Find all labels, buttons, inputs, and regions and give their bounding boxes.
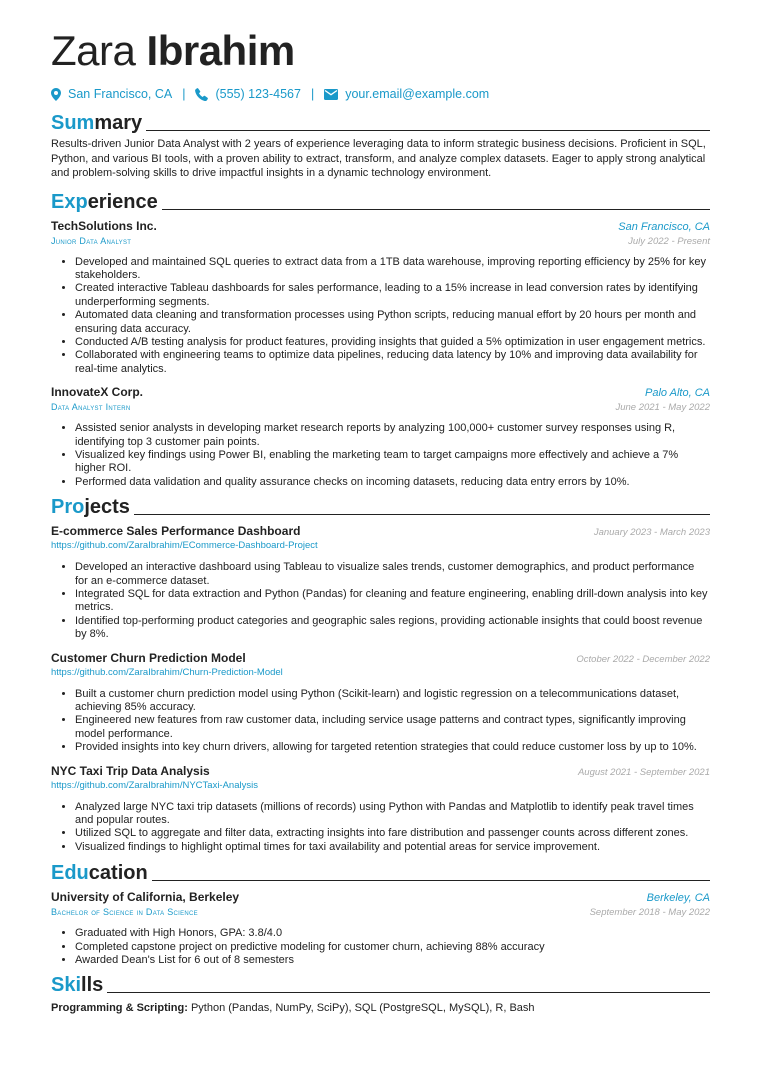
job-dates: July 2022 - Present [628, 235, 710, 247]
phone-text: (555) 123-4567 [215, 87, 301, 101]
school-name: University of California, Berkeley [51, 890, 240, 905]
list-item: • Built a customer churn prediction model using Python (Scikit-learn) and logistic regression on a telecommunications dataset, achieving 85% accuracy. [75, 688, 710, 715]
list-item: • Completed capstone project on predictive modeling for customer churn, achieving 88% accuracy [75, 941, 710, 954]
list-item: • Developed an interactive dashboard using Tableau to visualize sales trends, customer demographics, and product performance for an e-commerce dataset. [75, 561, 710, 588]
project-link[interactable]: https://github.com/ZaraIbrahim/NYCTaxi-Analysis [51, 779, 258, 791]
company-name: InnovateX Corp. [51, 385, 144, 400]
contact-email[interactable] [324, 87, 489, 101]
projects-heading [51, 494, 710, 518]
experience-entry [51, 384, 710, 489]
list-item: • Assisted senior analysts in developing market research reports by analyzing 100,000+ customer survey responses using R, identifying top 3 customer pain points. [75, 422, 710, 449]
list-item: • Analyzed large NYC taxi trip datasets (millions of records) using Python with Pandas and Matplotlib to identify peak travel times and popular routes. [75, 801, 710, 828]
section-divider [134, 514, 710, 515]
experience-bullets [51, 256, 710, 377]
skills-label: Programming & Scripting: [51, 1001, 188, 1014]
project-entry [51, 523, 710, 641]
project-entry [51, 650, 710, 755]
list-item: • Collaborated with engineering teams to optimize data pipelines, reducing data latency by 10% and improving data availability for real-time analytics. [75, 349, 710, 376]
first-name: Zara [51, 27, 136, 74]
project-bullets [51, 801, 710, 855]
list-item: • Graduated with High Honors, GPA: 3.8/4.0 [75, 927, 710, 940]
project-bullets [51, 561, 710, 641]
project-title: NYC Taxi Trip Data Analysis [51, 763, 210, 778]
list-item: • Automated data cleaning and transformation processes using Python scripts, reducing manual effort by 20 hours per month and ensuring data accuracy. [75, 309, 710, 336]
list-item: • Created interactive Tableau dashboards for sales performance, leading to a 15% increase in lead conversion rates by identifying underperforming segments. [75, 282, 710, 309]
section-title: Skills [51, 973, 104, 996]
location-text: San Francisco, CA [68, 87, 173, 101]
skills-value: Python (Pandas, NumPy, SciPy), SQL (PostgreSQL, MySQL), R, Bash [187, 1001, 535, 1014]
summary-text: Results-driven Junior Data Analyst with 2 years of experience leveraging data to inform strategic business decisions. Proficient in SQL, Python, and various BI tools, with a proven ability to extract, transform, and analyze complex datasets. Eager to apply strong analytical and problem-solving skills to drive impactful insights in a dynamic technology environment. [51, 138, 706, 179]
list-item: • Provided insights into key churn drivers, allowing for targeted retention strategies that could reduce customer loss by up to 10%. [75, 741, 710, 754]
envelope-icon [324, 89, 338, 100]
section-title: Education [51, 862, 148, 885]
list-item: • Visualized key findings using Power BI, enabling the marketing team to target campaigns more effectively and achieve a 7% higher ROI. [75, 449, 710, 476]
list-item: • Developed and maintained SQL queries to extract data from a 1TB data warehouse, improving reporting efficiency by 25% for key stakeholders. [75, 256, 710, 283]
list-item: • Identified top-performing product categories and geographic sales regions, providing actionable insights that could boost revenue by 8%. [75, 615, 710, 642]
experience-bullets [51, 422, 710, 489]
job-title: Data Analyst Intern [51, 402, 131, 413]
summary-heading [51, 110, 710, 134]
project-dates: January 2023 - March 2023 [593, 527, 710, 539]
education-bullets [51, 927, 710, 967]
job-dates: June 2021 - May 2022 [615, 402, 710, 414]
section-title: Experience [51, 190, 158, 213]
section-divider [146, 130, 710, 131]
job-location: San Francisco, CA [618, 220, 710, 233]
contact-location [51, 87, 172, 101]
project-link[interactable]: https://github.com/ZaraIbrahim/ECommerce-Dashboard-Project [51, 540, 318, 552]
project-title: E-commerce Sales Performance Dashboard [51, 524, 301, 539]
education-dates: September 2018 - May 2022 [589, 907, 710, 919]
project-title: Customer Churn Prediction Model [51, 650, 246, 665]
section-title: Summary [51, 112, 143, 134]
job-location: Palo Alto, CA [644, 387, 710, 400]
skills-line [51, 1002, 710, 1014]
education-entry [51, 889, 710, 967]
degree-name: Bachelor of Science in Data Science [51, 907, 198, 918]
project-entry [51, 763, 710, 855]
section-divider [107, 992, 710, 993]
last-name: Ibrahim [146, 27, 295, 74]
list-item: • Awarded Dean's List for 6 out of 8 semesters [75, 954, 710, 967]
contact-separator: | [182, 87, 186, 101]
experience-heading [51, 189, 710, 213]
education-heading [51, 860, 710, 884]
list-item: • Integrated SQL for data extraction and Python (Pandas) for cleaning and feature engineering, enabling drill-down analysis into key metrics. [75, 588, 710, 615]
job-title: Junior Data Analyst [51, 235, 132, 246]
contact-separator: | [310, 87, 315, 101]
email-text: your.email@example.com [345, 87, 490, 101]
candidate-name [51, 26, 710, 76]
list-item: • Utilized SQL to aggregate and filter data, extracting insights into fare distribution and passenger counts across different zones. [75, 827, 710, 840]
school-location: Berkeley, CA [646, 892, 710, 905]
section-title: Projects [51, 496, 130, 519]
project-bullets [51, 688, 710, 755]
contact-bar [51, 84, 710, 104]
company-name: TechSolutions Inc. [51, 218, 157, 233]
map-marker-icon [51, 88, 61, 101]
skills-heading [51, 972, 710, 996]
list-item: • Engineered new features from raw customer data, including service usage patterns and contract types, significantly improving model performance. [75, 714, 710, 741]
section-divider [152, 880, 710, 881]
section-divider [162, 209, 710, 210]
contact-phone[interactable] [195, 87, 300, 101]
list-item: • Conducted A/B testing analysis for product features, providing insights that guided a 5% optimization in user engagement metrics. [75, 336, 710, 349]
phone-icon [195, 88, 208, 101]
list-item: • Visualized findings to highlight optimal times for taxi availability and potential areas for service improvement. [75, 841, 710, 854]
project-link[interactable]: https://github.com/ZaraIbrahim/Churn-Prediction-Model [51, 666, 283, 678]
project-dates: October 2022 - December 2022 [576, 653, 710, 665]
list-item: • Performed data validation and quality assurance checks on incoming datasets, reducing data entry errors by 10%. [75, 476, 710, 489]
experience-entry [51, 218, 710, 377]
project-dates: August 2021 - September 2021 [577, 766, 710, 778]
